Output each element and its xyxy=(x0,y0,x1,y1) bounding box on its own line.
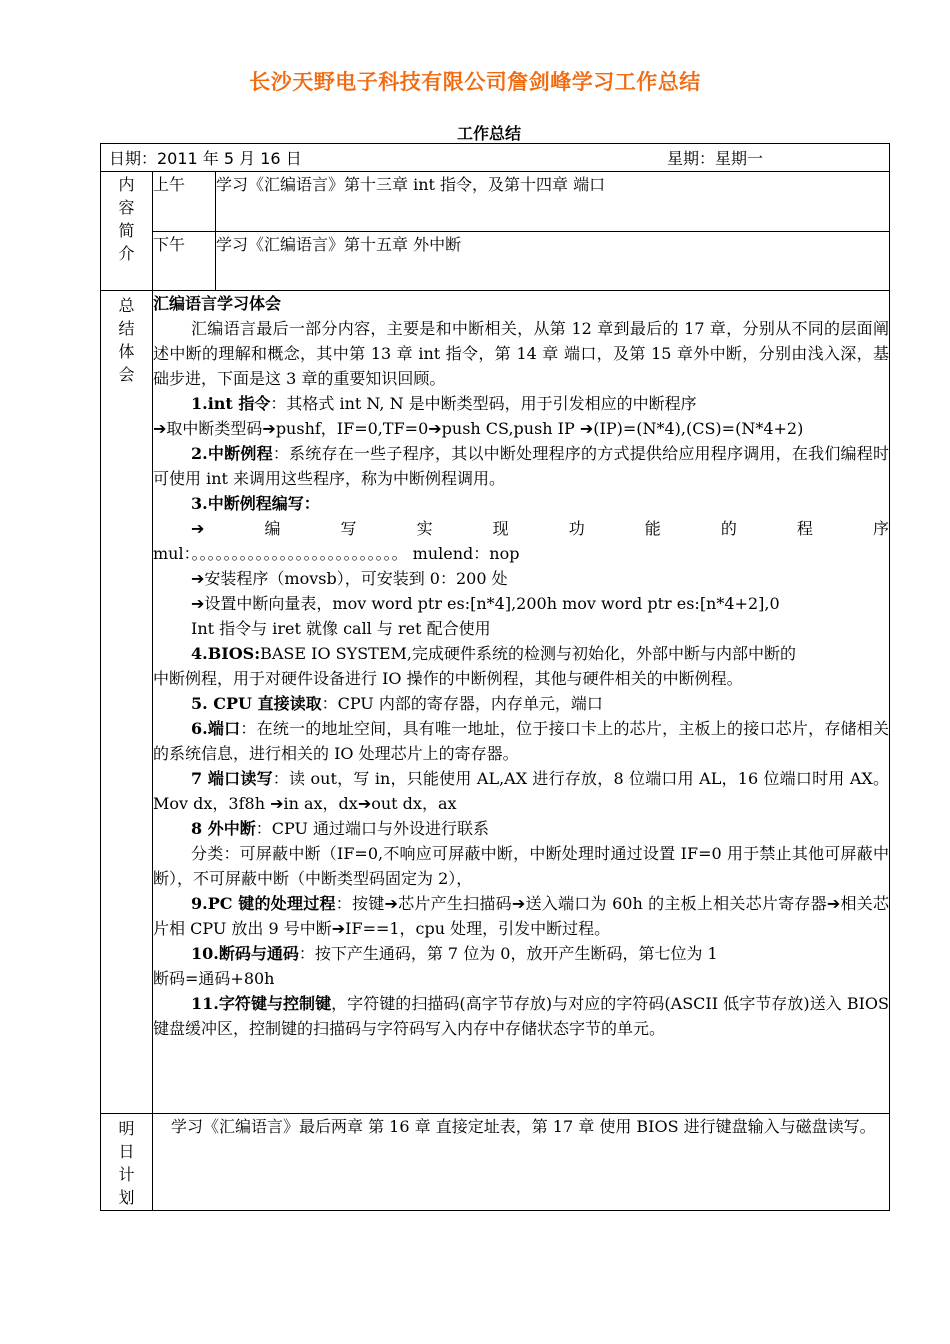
morning-text: 学习《汇编语言》第十三章 int 指令，及第十四章 端口 xyxy=(216,172,890,232)
afternoon-label: 下午 xyxy=(153,232,216,291)
spread-char: 的 xyxy=(720,519,737,538)
point-text: ：在统一的地址空间，具有唯一地址，位于接口卡上的芯片，主板上的接口芯片，存储相关的系统信息，进行相关的 IO 处理芯片上的寄存器。 xyxy=(153,719,889,763)
point-title: 5. CPU 直接读取 xyxy=(191,694,322,713)
point-text: ：按键➔芯片产生扫描码➔送入端口为 60h 的主板上相关芯片寄存器➔相关芯片相 CPU 放出 9 号中断➔IF==1，cpu 处理，引发中断过程。 xyxy=(153,894,889,938)
point-text: ：读 out，写 in，只能使用 AL,AX 进行存放，8 位端口用 AL，16 位端口时用 AX。Mov dx，3f8h ➔in ax，dx➔out dx，ax xyxy=(153,769,889,813)
label-char: 计 xyxy=(118,1165,135,1184)
point-text: ：系统存在一些子程序，其以中断处理程序的方式提供给应用程序调用，在我们编程时可使用 int 来调用这些程序，称为中断例程调用。 xyxy=(153,444,889,488)
point-title: 11.字符键与控制键 xyxy=(191,994,332,1013)
point-1 xyxy=(153,391,889,416)
plan-text: 学习《汇编语言》最后两章 第 16 章 直接定址表，第 17 章 使用 BIOS 进行键盘输入与磁盘读写。 xyxy=(153,1114,890,1211)
page-title: 长沙天野电子科技有限公司詹剑峰学习工作总结 xyxy=(249,70,701,94)
label-char: 容 xyxy=(118,198,135,217)
point-7 xyxy=(153,766,889,816)
point-3-line: ➔安装程序（movsb），可安装到 0：200 处 xyxy=(191,569,508,588)
summary-row xyxy=(101,291,890,1114)
point-text: ：按下产生通码，第 7 位为 0，放开产生断码，第七位为 1 xyxy=(298,944,718,963)
point-4-line: 中断例程，用于对硬件设备进行 IO 操作的中断例程，其他与硬件相关的中断例程。 xyxy=(153,669,743,688)
point-11 xyxy=(153,991,889,1041)
point-3-title: 3.中断例程编写： xyxy=(191,494,320,513)
point-text: BASE IO SYSTEM,完成硬件系统的检测与初始化，外部中断与内部中断的 xyxy=(260,644,796,663)
label-char: 简 xyxy=(118,221,135,240)
spread-char: 实 xyxy=(416,519,433,538)
point-3-line: mul：。。。。。。。。。。。。。。。。。。。。。。。。。。 mulend：nop xyxy=(153,544,520,563)
point-9 xyxy=(153,891,889,941)
spread-char: 编 xyxy=(264,519,281,538)
label-char: 总 xyxy=(118,296,135,315)
spread-char: ➔ xyxy=(191,519,205,538)
point-10-line: 断码=通码+80h xyxy=(153,969,275,988)
summary-heading: 汇编语言学习体会 xyxy=(153,294,282,313)
point-title: 10.断码与通码 xyxy=(191,944,299,963)
point-4 xyxy=(153,641,889,666)
spread-char: 功 xyxy=(568,519,585,538)
point-10 xyxy=(153,941,889,966)
point-1-flow: ➔取中断类型码➔pushf，IF=0,TF=0➔push CS,push IP ➔(IP)=(N*4),(CS)=(N*4+2) xyxy=(153,419,804,438)
header-row xyxy=(101,144,890,172)
point-3-spread-line xyxy=(153,516,889,541)
point-5 xyxy=(153,691,889,716)
point-8-line: 分类：可屏蔽中断（IF=0,不响应可屏蔽中断，中断处理时通过设置 IF=0 用于禁止其他可屏蔽中断），不可屏蔽中断（中断类型码固定为 2）， xyxy=(153,844,889,888)
plan-row xyxy=(101,1114,890,1211)
label-char: 日 xyxy=(118,1142,135,1161)
label-char: 体 xyxy=(118,342,135,361)
label-char: 明 xyxy=(118,1119,135,1138)
summary-intro: 汇编语言最后一部分内容，主要是和中断相关，从第 12 章到最后的 17 章，分别从不同的层面阐述中断的理解和概念，其中第 13 章 int 指令，第 14 章 端口，及第 15 章外中断，分别由浅入深，基础步进，下面是这 3 章的重要知识回顾。 xyxy=(153,319,889,388)
point-2 xyxy=(153,441,889,491)
plan-section-label xyxy=(101,1114,153,1211)
point-3-line: ➔设置中断向量表，mov word ptr es:[n*4],200h mov word ptr es:[n*4+2],0 xyxy=(191,594,780,613)
label-char: 内 xyxy=(118,175,135,194)
spread-char: 程 xyxy=(796,519,813,538)
point-text: ：其格式 int N, N 是中断类型码，用于引发相应的中断程序 xyxy=(270,394,697,413)
point-title: 1.int 指令 xyxy=(191,394,271,413)
point-6 xyxy=(153,716,889,766)
afternoon-row xyxy=(101,232,890,291)
header-cell xyxy=(101,144,890,172)
point-title: 2.中断例程 xyxy=(191,444,273,463)
label-char: 划 xyxy=(118,1188,135,1207)
spread-char: 序 xyxy=(872,519,889,538)
point-3-line: Int 指令与 iret 就像 call 与 ret 配合使用 xyxy=(191,619,491,638)
weekday-label: 星期：星期一 xyxy=(667,149,764,168)
report-table xyxy=(100,143,890,1211)
point-title: 9.PC 键的处理过程 xyxy=(191,894,336,913)
spread-char: 写 xyxy=(340,519,357,538)
label-char: 结 xyxy=(118,319,135,338)
point-text: ：CPU 内部的寄存器，内存单元，端口 xyxy=(321,694,603,713)
afternoon-text: 学习《汇编语言》第十五章 外中断 xyxy=(216,232,890,291)
point-text: ：CPU 通过端口与外设进行联系 xyxy=(255,819,490,838)
point-title: 8 外中断 xyxy=(191,819,256,838)
summary-section-label xyxy=(101,291,153,1114)
point-title: 7 端口读写 xyxy=(191,769,273,788)
morning-label: 上午 xyxy=(153,172,216,232)
point-title: 4.BIOS: xyxy=(191,644,261,663)
spread-char: 能 xyxy=(644,519,661,538)
summary-body xyxy=(153,291,890,1114)
morning-row xyxy=(101,172,890,232)
spread-char: 现 xyxy=(492,519,509,538)
label-char: 介 xyxy=(118,244,135,263)
date-label: 日期：2011 年 5 月 16 日 xyxy=(109,149,302,168)
content-section-label xyxy=(101,172,153,291)
point-text: ，字符键的扫描码(高字节存放)与对应的字符码(ASCII 低字节存放)送入 BIOS 键盘缓冲区，控制键的扫描码与字符码写入内存中存储状态字节的单元。 xyxy=(153,994,889,1038)
point-8 xyxy=(153,816,889,841)
point-title: 6.端口 xyxy=(191,719,241,738)
label-char: 会 xyxy=(118,365,135,384)
report-subtitle: 工作总结 xyxy=(456,124,521,143)
